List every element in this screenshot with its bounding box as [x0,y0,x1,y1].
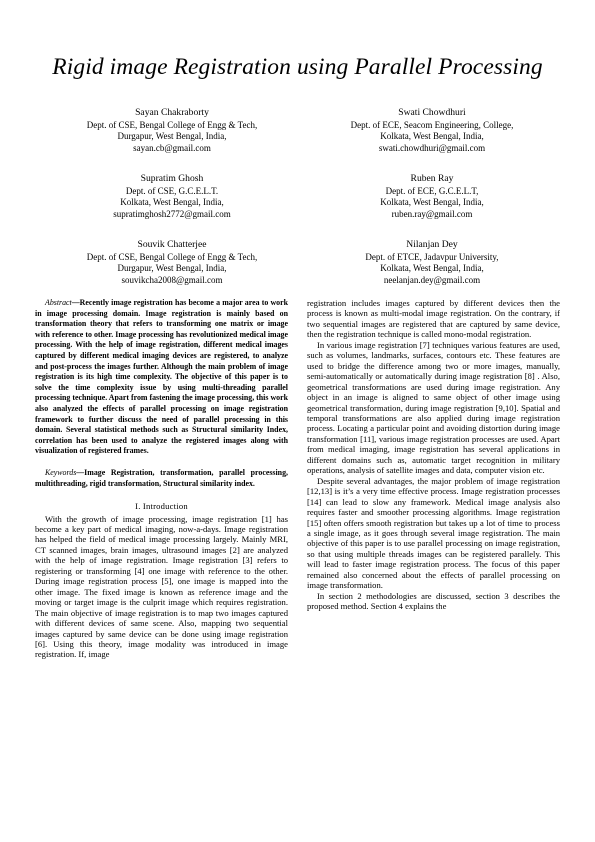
author-location: Kolkata, West Bengal, India, [380,197,484,208]
author-affiliation: Dept. of CSE, Bengal College of Engg & Tech, [86,120,258,131]
author-location: Kolkata, West Bengal, India, [380,131,484,142]
author-name: Nilanjan Dey [406,239,458,250]
keywords [35,468,288,489]
author-block [42,107,302,154]
body-paragraph: With the growth of image processing, image registration [1] has become a key part of medical imaging, now-a-days. Image registration has helped the field of medical image processing largely. Mainly MRI, CT scanned images, brain images, ultrasound images [2] are analyzed with the help of image registration. Image registration [3] refers to registering or transforming [4] one image with reference to the other. During image registration process [5], one image is mapped into the other image. The fixed image is known as reference image and the moving or target image is the culprit image which requires registration. The main objective of image registration is to map two images captured with different devices of same scene. Also, mapping two sequential images captured by same device can be done using image registration [6]. Using this theory, image modality was introduced in image registration. If, image [35,513,288,660]
author-name: Ruben Ray [410,173,454,184]
right-column [307,298,560,612]
author-affiliation: Dept. of CSE, G.C.E.L.T. [125,186,219,197]
author-block [42,239,302,286]
author-name: Souvik Chatterjee [137,239,207,250]
author-email: supratimghosh2772@gmail.com [113,208,231,219]
author-block [302,173,562,220]
author-name: Swati Chowdhuri [398,107,466,118]
keywords-label: Keywords [45,467,77,477]
body-paragraph: Despite several advantages, the major problem of image registration [12,13] is it’s a very time effective process. Image registration processes [14] can lead to slow any framework. Medical image analysis also requires faster and smoother processing algorithms. Image registration [15] often offers smooth registration but takes up a lot of time to process a single image, as it goes through several image registration. The main objective of this paper is to use parallel processing on image registration, so that using multiple threads images can be registered parallely. This will lead to faster image registration process. The focus of this paper remained also concerned about the effects of parallel processing on image transformation. [307,475,560,591]
body-paragraph: In section 2 methodologies are discussed, section 3 describes the proposed method. Section 4 explains the [307,590,560,612]
author-block [302,107,562,154]
author-affiliation: Dept. of ETCE, Jadavpur University, [365,252,499,263]
section-heading: I. Introduction [135,501,188,512]
abstract [35,298,288,457]
body-paragraph: registration includes images captured by different devices then the process is known as multi-modal image registration. On the contrary, if two sequential images are registered that are captured by same device, then the registration technique is called mono-modal registration. [307,298,560,340]
author-name: Sayan Chakraborty [135,107,209,118]
author-affiliation: Dept. of ECE, G.C.E.L.T, [385,186,479,197]
author-location: Durgapur, West Bengal, India, [117,131,227,142]
author-block [42,173,302,220]
author-email: sayan.cb@gmail.com [133,142,211,153]
paper-title: Rigid image Registration using Parallel Processing [52,54,543,80]
author-affiliation: Dept. of CSE, Bengal College of Engg & Tech, [86,252,258,263]
author-block [302,239,562,286]
left-column [35,298,288,660]
abstract-label: Abstract [45,298,72,307]
author-affiliation: Dept. of ECE, Seacom Engineering, College, [350,120,514,131]
author-name: Supratim Ghosh [140,173,204,184]
author-email: souvikcha2008@gmail.com [121,274,223,285]
keywords-text: —Image Registration, transformation, parallel processing, multithreading, rigid transformation, Structural similarity index. [35,467,288,488]
author-location: Kolkata, West Bengal, India, [120,197,224,208]
author-email: neelanjan.dey@gmail.com [383,274,481,285]
body-paragraph: In various image registration [7] techniques various features are used, such as volumes, landmarks, surfaces, contours etc. These features are used to bridge the difference among two or more images, manually, semi-automatically or automatically during image registration [8] . Also, geometrical transformations are used during image registration. Any object in an image is aligned to same object of other image using geometrical transformation, during image registration [9,10]. Spatial and temporal transformations are also applied during image registration process. Locating a particular point and avoiding distortion during image transformation [11], various image registration processes are used. Apart from medical imaging, image registration has several applications in different domains such as, automatic target recognition in military operations, analysis of satellite images and data, computer vision etc. [307,339,560,476]
author-email: ruben.ray@gmail.com [391,208,473,219]
author-location: Durgapur, West Bengal, India, [117,263,227,274]
abstract-text: —Recently image registration has become a major area to work in image processing domain. Image registration is mainly based on transformation theory that refers to transforming one matrix or image with reference to other. Image processing has revolutionized medical image processing. With the help of image registration, different medical images captured by different medical imaging devices are registered, to analyze and post-process the images further. Although the main problem of image registration is its high time complexity. The objective of this paper is to solve the time complexity issue by using multi-threading parallel processing technique. Apart from fastening the image processing, this work also analyzed the effects of parallel processing on image registration framework to further discuss the need of parallel processing in this domain. Several statistical methods such as Structural similarity Index, correlation has been used to analyze the registered images along with visualization of registered frames. [35,298,288,456]
author-email: swati.chowdhuri@gmail.com [378,142,486,153]
author-location: Kolkata, West Bengal, India, [380,263,484,274]
